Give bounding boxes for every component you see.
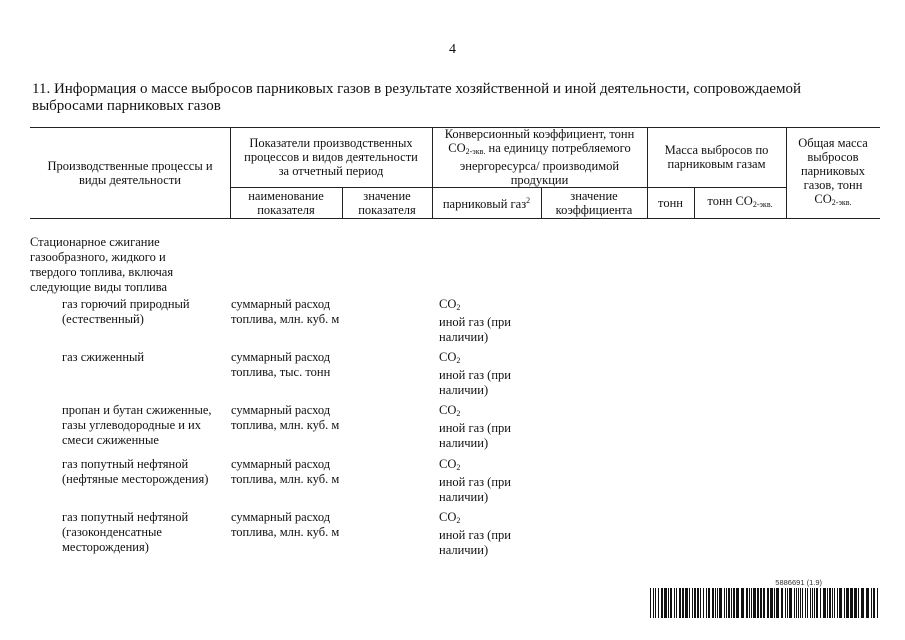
barcode: [650, 578, 882, 620]
gas-co2: $CO_2$: [439, 297, 461, 312]
header-indicator-name: наименование показателя: [248, 188, 324, 217]
gas-co2: $CO_2$: [439, 510, 461, 525]
header-processes: Производственные процессы и виды деятельности: [47, 158, 213, 187]
header-conversion-coefficient: Конверсионный коэффициент, тонн $CO_{2-экв.}$ на единицу потребляемого энергоресурса/ производимой продукции: [444, 127, 635, 187]
barcode-label: 5886691 (1.9): [775, 578, 822, 587]
fuel-type: газ сжиженный: [62, 350, 145, 364]
header-coefficient-value: значение коэффициента: [555, 188, 633, 217]
indicator-name: суммарный расход топлива, тыс. тонн: [231, 350, 331, 379]
header-total-mass: Общая масса выбросов парниковых газов, тонн $CO_{2-экв.}$: [798, 135, 868, 207]
header-tonnes: тонн: [658, 195, 683, 210]
gas-co2: $CO_2$: [439, 403, 461, 418]
gas-other: иной газ (при наличии): [439, 421, 511, 450]
indicator-name: суммарный расход топлива, млн. куб. м: [231, 297, 340, 326]
gas-other: иной газ (при наличии): [439, 315, 511, 344]
fuel-type: газ горючий природный (естественный): [62, 297, 190, 326]
page-number: 4: [449, 42, 456, 57]
header-greenhouse-gas: парниковый газ$^2$: [442, 196, 531, 211]
header-indicators: Показатели производственных процессов и видов деятельности за отчетный период: [244, 136, 418, 178]
indicator-name: суммарный расход топлива, млн. куб. м: [231, 403, 340, 432]
gas-other: иной газ (при наличии): [439, 475, 511, 504]
fuel-type: газ попутный нефтяной (газоконденсатные месторождения): [62, 510, 189, 554]
barcode-bars: [650, 588, 882, 618]
gas-other: иной газ (при наличии): [439, 528, 511, 557]
indicator-name: суммарный расход топлива, млн. куб. м: [231, 457, 340, 486]
section-title: 11. Информация о массе выбросов парниковых газов в результате хозяйственной и иной деятельности, сопровождаемой выбросами парниковых газов: [32, 81, 801, 114]
header-emission-mass: Масса выбросов по парниковым газам: [664, 143, 769, 171]
fuel-type: газ попутный нефтяной (нефтяные месторождения): [62, 457, 209, 486]
gas-other: иной газ (при наличии): [439, 368, 511, 397]
header-indicator-value: значение показателя: [358, 188, 416, 217]
fuel-type: пропан и бутан сжиженные, газы углеводородные и их смеси сжиженные: [62, 403, 212, 447]
indicator-name: суммарный расход топлива, млн. куб. м: [231, 510, 340, 539]
header-tonnes-co2: тонн $CO_{2-экв.}$: [707, 193, 773, 209]
group-title: Стационарное сжигание газообразного, жидкого и твердого топлива, включая следующие виды топлива: [30, 235, 174, 294]
gas-co2: $CO_2$: [439, 350, 461, 365]
gas-co2: $CO_2$: [439, 457, 461, 472]
